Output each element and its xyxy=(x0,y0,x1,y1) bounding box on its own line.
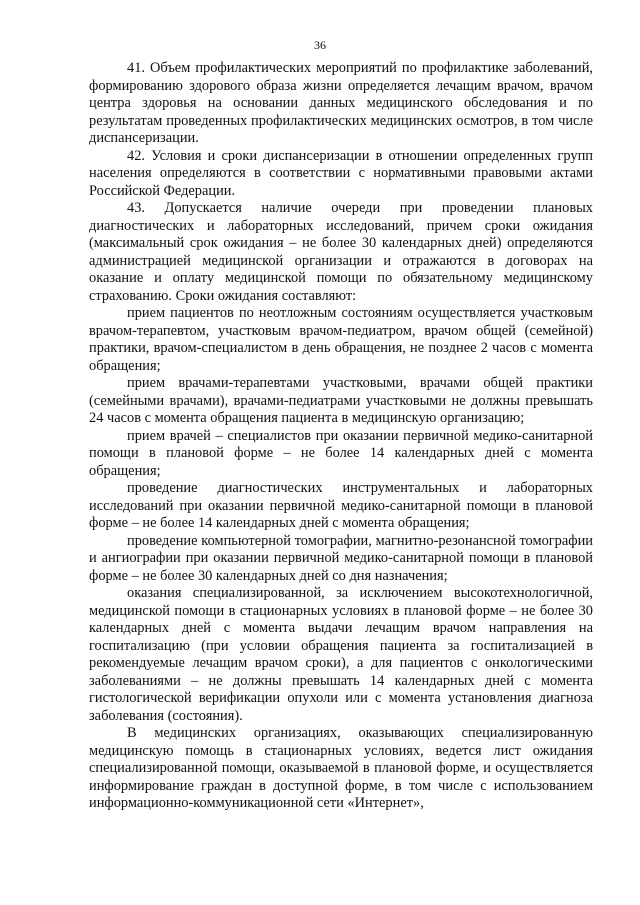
document-body xyxy=(89,60,593,813)
paragraph-42: 42. Условия и сроки диспансеризации в отношении определенных групп населения определяются в соответствии с нормативными правовыми актами Российской Федерации. xyxy=(89,147,593,199)
page-number: 36 xyxy=(314,38,326,52)
list-item-hospital-care: оказания специализированной, за исключением высокотехнологичной, медицинской помощи в стационарных условиях в плановой форме – не более 30 календарных дней с момента выдачи лечащим врачом направления на госпитализацию (при условии обращения пациента за госпитализацией в рекомендуемые лечащим врачом сроки), а для пациентов с онкологическими заболеваниями – не должны превышать 14 календарных дней с момента гистологической верификации опухоли или с момента установления диагноза заболевания (состояния). xyxy=(89,585,593,724)
list-item-tomography: проведение компьютерной томографии, магнитно-резонансной томографии и ангиографии при оказании первичной медико-санитарной помощи в плановой форме – не более 30 календарных дней со дня назначения; xyxy=(89,532,593,584)
list-item-urgent-visits: прием пациентов по неотложным состояниям осуществляется участковым врачом-терапевтом, участковым врачом-педиатром, врачом общей (семейной) практики, врачом-специалистом в день обращения, не позднее 2 часов с момента обращения; xyxy=(89,305,593,374)
list-item-specialists: прием врачей – специалистов при оказании первичной медико-санитарной помощи в плановой форме – не более 14 календарных дней с момента обращения; xyxy=(89,427,593,479)
paragraph-43: 43. Допускается наличие очереди при проведении плановых диагностических и лабораторных исследований, причем сроки ожидания (максимальный срок ожидания – не более 30 календарных дней) определяются администрацией медицинской организации и отражаются в договорах на оказание и оплату медицинской помощи по обязательному медицинскому страхованию. Сроки ожидания составляют: xyxy=(89,200,593,304)
list-item-district-doctors: прием врачами-терапевтами участковыми, врачами общей практики (семейными врачами), врачами-педиатрами участковыми не должны превышать 24 часов с момента обращения пациента в медицинскую организацию; xyxy=(89,375,593,426)
paragraph-waiting-list: В медицинских организациях, оказывающих специализированную медицинскую помощь в стационарных условиях, ведется лист ожидания специализированной помощи, оказываемой в плановой форме, и осуществляется информирование граждан в доступной форме, в том числе с использованием информационно-коммуникационной сети «Интернет», xyxy=(89,725,593,811)
paragraph-41: 41. Объем профилактических мероприятий по профилактике заболеваний, формированию здорового образа жизни определяется лечащим врачом, врачом центра здоровья на основании данных медицинского обследования и по результатам проведенных профилактических медицинских осмотров, в том числе диспансеризации. xyxy=(89,60,593,146)
list-item-diagnostics: проведение диагностических инструментальных и лабораторных исследований при оказании первичной медико-санитарной помощи в плановой форме – не более 14 календарных дней с момента обращения; xyxy=(89,480,593,531)
